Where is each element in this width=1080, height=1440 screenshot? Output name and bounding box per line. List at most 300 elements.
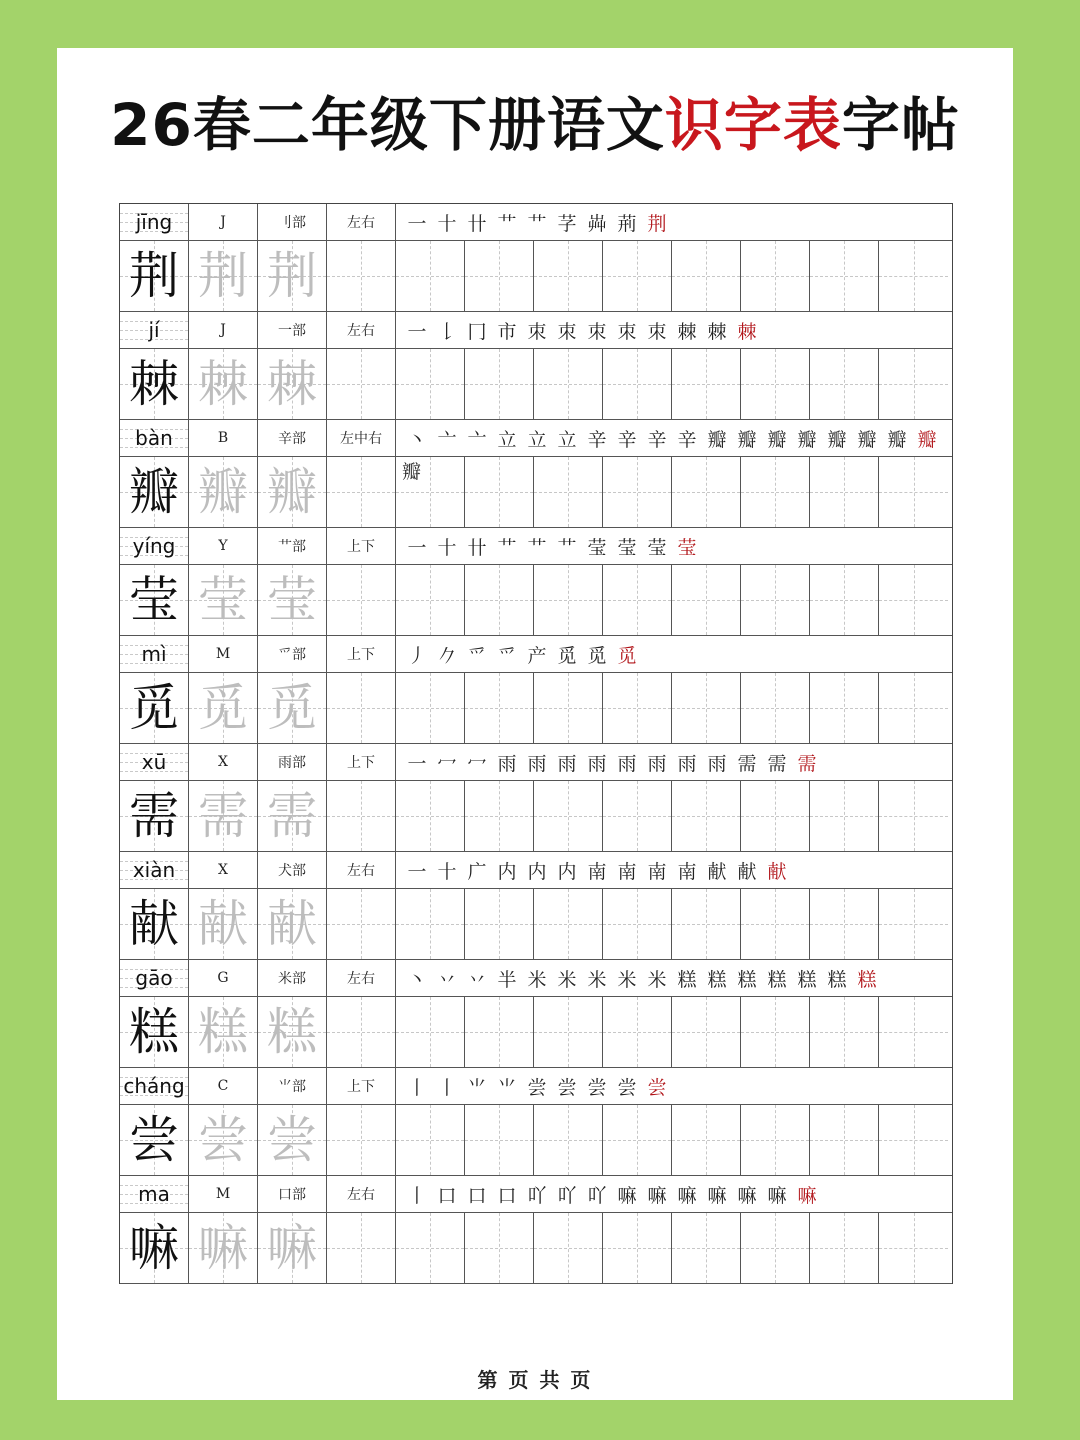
trace-character-box <box>189 673 258 743</box>
stroke-step: ⺌ <box>497 1076 517 1099</box>
trace-character-box <box>189 565 258 635</box>
stroke-step: 莹 <box>677 536 697 559</box>
blank-writing-box[interactable] <box>396 1105 465 1175</box>
blank-writing-box[interactable] <box>327 1105 396 1175</box>
stroke-step: 献 <box>737 860 757 883</box>
blank-writing-box[interactable] <box>672 673 741 743</box>
blank-writing-box[interactable] <box>396 349 465 419</box>
page-title <box>57 91 1013 159</box>
blank-writing-box[interactable] <box>465 889 534 959</box>
initial-cell: J <box>189 204 258 240</box>
structure-cell: 上下 <box>327 528 396 564</box>
blank-writing-box[interactable] <box>327 457 396 527</box>
stroke-step: 亠 <box>467 428 487 451</box>
trace-character: 糕 <box>267 1003 317 1061</box>
trace-character: 需 <box>198 787 248 845</box>
blank-writing-box[interactable] <box>327 241 396 311</box>
blank-writing-box[interactable] <box>672 349 741 419</box>
blank-writing-box[interactable] <box>534 565 603 635</box>
pinyin-cell <box>120 744 189 780</box>
writing-row <box>120 241 952 312</box>
blank-writing-box[interactable] <box>603 781 672 851</box>
structure-cell: 左中右 <box>327 420 396 456</box>
stroke-step: 南 <box>587 860 607 883</box>
stroke-step: 荆 <box>647 212 667 235</box>
stroke-step: 棘 <box>707 320 727 343</box>
stroke-step: 一 <box>407 536 427 559</box>
stroke-step: 嘛 <box>797 1184 817 1207</box>
trace-character-box <box>258 1213 327 1283</box>
stroke-step: 瓣 <box>737 428 757 451</box>
stroke-step: 觅 <box>557 644 577 667</box>
blank-writing-box[interactable] <box>810 781 879 851</box>
stroke-step: 冖 <box>467 752 487 775</box>
pinyin-text: mì <box>141 642 167 666</box>
blank-writing-box[interactable] <box>465 349 534 419</box>
blank-writing-box[interactable] <box>603 565 672 635</box>
stroke-step: 半 <box>497 968 517 991</box>
stroke-step: 南 <box>617 860 637 883</box>
blank-writing-box[interactable] <box>396 565 465 635</box>
model-character-box <box>120 1213 189 1283</box>
stroke-step: 丨 <box>407 1184 427 1207</box>
trace-character: 瓣 <box>198 463 248 521</box>
stroke-order-cell <box>396 204 952 240</box>
radical-cell: 米部 <box>258 960 327 996</box>
stroke-step: 嘛 <box>707 1184 727 1207</box>
trace-character: 瓣 <box>267 463 317 521</box>
trace-character: 需 <box>267 787 317 845</box>
stroke-step: 米 <box>557 968 577 991</box>
stroke-step: 芓 <box>557 212 577 235</box>
stroke-step: 嘛 <box>677 1184 697 1207</box>
blank-writing-box[interactable] <box>810 673 879 743</box>
stroke-step: 辛 <box>617 428 637 451</box>
stroke-step: 立 <box>497 428 517 451</box>
stroke-step: 雨 <box>527 752 547 775</box>
initial-cell: Y <box>189 528 258 564</box>
stroke-step: 米 <box>527 968 547 991</box>
initial-cell: J <box>189 312 258 348</box>
blank-writing-box[interactable] <box>534 457 603 527</box>
writing-row <box>120 1213 952 1284</box>
stroke-step: 丷 <box>467 968 487 991</box>
model-character-box <box>120 349 189 419</box>
blank-writing-box[interactable] <box>396 457 465 527</box>
trace-character-box <box>258 1105 327 1175</box>
blank-writing-box[interactable] <box>534 889 603 959</box>
initial-cell: B <box>189 420 258 456</box>
stroke-order-cell <box>396 744 952 780</box>
pinyin-cell <box>120 636 189 672</box>
stroke-step: 嘛 <box>737 1184 757 1207</box>
info-row <box>120 1176 952 1213</box>
blank-writing-box[interactable] <box>396 673 465 743</box>
writing-row <box>120 673 952 744</box>
blank-writing-box[interactable] <box>810 1105 879 1175</box>
stroke-step: 吖 <box>587 1184 607 1207</box>
stroke-step: 棘 <box>677 320 697 343</box>
blank-writing-box[interactable] <box>465 997 534 1067</box>
stroke-order-cell <box>396 312 952 348</box>
stroke-step: 艹 <box>527 212 547 235</box>
trace-character: 献 <box>267 895 317 953</box>
trace-character: 尝 <box>267 1111 317 1169</box>
blank-writing-box[interactable] <box>603 997 672 1067</box>
trace-character-box <box>258 349 327 419</box>
trace-character-box <box>189 997 258 1067</box>
model-character-box <box>120 241 189 311</box>
model-character-box <box>120 781 189 851</box>
stroke-step: 觅 <box>587 644 607 667</box>
stroke-step: 丶 <box>407 968 427 991</box>
info-row <box>120 1068 952 1105</box>
info-row <box>120 852 952 889</box>
stroke-step: 糕 <box>737 968 757 991</box>
blank-writing-box[interactable] <box>603 457 672 527</box>
blank-writing-box[interactable] <box>879 997 948 1067</box>
radical-cell: 一部 <box>258 312 327 348</box>
pinyin-text: xū <box>141 750 167 774</box>
model-character-box <box>120 997 189 1067</box>
trace-character: 嘛 <box>267 1219 317 1277</box>
stroke-step: 尝 <box>557 1076 577 1099</box>
blank-writing-box[interactable] <box>810 241 879 311</box>
trace-character-box <box>189 889 258 959</box>
pinyin-text: cháng <box>123 1074 185 1098</box>
stroke-step: 一 <box>407 860 427 883</box>
blank-writing-box[interactable] <box>603 1105 672 1175</box>
writing-row <box>120 1105 952 1176</box>
stroke-order-cell <box>396 636 952 672</box>
trace-character: 莹 <box>267 571 317 629</box>
writing-row <box>120 349 952 420</box>
structure-cell: 上下 <box>327 636 396 672</box>
trace-character-box <box>189 781 258 851</box>
stroke-step: 雨 <box>617 752 637 775</box>
stroke-step: 需 <box>737 752 757 775</box>
structure-cell: 上下 <box>327 744 396 780</box>
stroke-step: 𠄌 <box>437 320 457 343</box>
stroke-step: 辛 <box>647 428 667 451</box>
blank-writing-box[interactable] <box>465 457 534 527</box>
blank-writing-box[interactable] <box>465 673 534 743</box>
trace-character: 荆 <box>198 247 248 305</box>
radical-cell: 艹部 <box>258 528 327 564</box>
title-part-2-highlight: 识字表 <box>664 91 842 159</box>
trace-character: 糕 <box>198 1003 248 1061</box>
blank-writing-box[interactable] <box>741 889 810 959</box>
stroke-step: 立 <box>557 428 577 451</box>
stroke-step: 糕 <box>797 968 817 991</box>
stroke-step: 艹 <box>497 536 517 559</box>
trace-character-box <box>258 457 327 527</box>
model-character: 嘛 <box>129 1219 179 1277</box>
initial-cell: M <box>189 1176 258 1212</box>
writing-row <box>120 781 952 852</box>
radical-cell: 爫部 <box>258 636 327 672</box>
writing-row <box>120 457 952 528</box>
info-row <box>120 420 952 457</box>
stroke-step: 需 <box>767 752 787 775</box>
blank-writing-box[interactable] <box>603 241 672 311</box>
info-row <box>120 528 952 565</box>
pinyin-text: bàn <box>135 426 173 450</box>
stroke-step: 内 <box>557 860 577 883</box>
blank-writing-box[interactable] <box>741 1213 810 1283</box>
trace-character-box <box>189 1105 258 1175</box>
blank-writing-box[interactable] <box>603 673 672 743</box>
blank-writing-box[interactable] <box>534 1213 603 1283</box>
stroke-step: 爫 <box>467 644 487 667</box>
pinyin-cell <box>120 852 189 888</box>
blank-writing-box[interactable] <box>672 781 741 851</box>
stroke-step: 莹 <box>617 536 637 559</box>
stroke-step: 棘 <box>737 320 757 343</box>
blank-writing-box[interactable] <box>879 889 948 959</box>
structure-cell: 左右 <box>327 312 396 348</box>
model-character-box <box>120 889 189 959</box>
stroke-step: 嘛 <box>617 1184 637 1207</box>
info-row <box>120 744 952 781</box>
stroke-step: 尝 <box>617 1076 637 1099</box>
stroke-step: 瓣 <box>887 428 907 451</box>
trace-character-box <box>258 241 327 311</box>
blank-writing-box[interactable] <box>741 349 810 419</box>
trace-character: 莹 <box>198 571 248 629</box>
stroke-step: 尝 <box>647 1076 667 1099</box>
blank-writing-box[interactable] <box>879 1213 948 1283</box>
initial-cell: G <box>189 960 258 996</box>
stroke-step: 辛 <box>677 428 697 451</box>
stroke-step: 产 <box>527 644 547 667</box>
blank-writing-box[interactable] <box>534 781 603 851</box>
info-row <box>120 204 952 241</box>
stroke-step: 南 <box>677 860 697 883</box>
blank-writing-box[interactable] <box>603 349 672 419</box>
stroke-order-cell <box>396 1068 952 1104</box>
stroke-step: 爫 <box>497 644 517 667</box>
trace-character: 觅 <box>198 679 248 737</box>
blank-writing-box[interactable] <box>396 997 465 1067</box>
blank-writing-box[interactable] <box>741 457 810 527</box>
blank-writing-box[interactable] <box>465 565 534 635</box>
blank-writing-box[interactable] <box>465 1105 534 1175</box>
stroke-step: 觅 <box>617 644 637 667</box>
trace-character-box <box>258 889 327 959</box>
stroke-step: 吖 <box>557 1184 577 1207</box>
stroke-step: 辛 <box>587 428 607 451</box>
stroke-step: 丨 <box>437 1076 457 1099</box>
stroke-step: 瓣 <box>917 428 937 451</box>
blank-writing-box[interactable] <box>534 349 603 419</box>
model-character: 觅 <box>129 679 179 737</box>
trace-character-box <box>258 997 327 1067</box>
info-row <box>120 312 952 349</box>
stroke-step: 丷 <box>437 968 457 991</box>
stroke-step: 糕 <box>857 968 877 991</box>
blank-writing-box[interactable] <box>741 781 810 851</box>
blank-writing-box[interactable] <box>741 997 810 1067</box>
info-row <box>120 636 952 673</box>
blank-writing-box[interactable] <box>672 1105 741 1175</box>
blank-writing-box[interactable] <box>396 241 465 311</box>
trace-character: 棘 <box>198 355 248 413</box>
blank-writing-box[interactable] <box>396 1213 465 1283</box>
blank-writing-box[interactable] <box>465 241 534 311</box>
stroke-step: 一 <box>407 212 427 235</box>
stroke-step: 瓣 <box>707 428 727 451</box>
stroke-step: 瓣 <box>827 428 847 451</box>
model-character-box <box>120 565 189 635</box>
blank-writing-box[interactable] <box>465 1213 534 1283</box>
stroke-step: 𠂊 <box>437 644 457 667</box>
stroke-step: 亠 <box>437 428 457 451</box>
blank-writing-box[interactable] <box>879 781 948 851</box>
model-character: 莹 <box>129 571 179 629</box>
trace-character: 棘 <box>267 355 317 413</box>
stroke-step: 丶 <box>407 428 427 451</box>
initial-cell: X <box>189 852 258 888</box>
stroke-step: 吖 <box>527 1184 547 1207</box>
trace-character-box <box>258 673 327 743</box>
stroke-step: 十 <box>437 860 457 883</box>
blank-writing-box[interactable] <box>810 889 879 959</box>
blank-writing-box[interactable] <box>672 1213 741 1283</box>
blank-writing-box[interactable] <box>741 1105 810 1175</box>
blank-writing-box[interactable] <box>810 565 879 635</box>
stroke-step: 糕 <box>677 968 697 991</box>
blank-writing-box[interactable] <box>672 889 741 959</box>
blank-writing-box[interactable] <box>327 1213 396 1283</box>
pinyin-text: ma <box>138 1182 170 1206</box>
blank-writing-box[interactable] <box>879 241 948 311</box>
stroke-step: 献 <box>767 860 787 883</box>
blank-writing-box[interactable] <box>672 457 741 527</box>
blank-writing-box[interactable] <box>810 457 879 527</box>
stroke-step: 尝 <box>587 1076 607 1099</box>
model-character: 荆 <box>129 247 179 305</box>
stroke-order-cell <box>396 852 952 888</box>
blank-writing-box[interactable] <box>672 997 741 1067</box>
stroke-step: 卄 <box>467 536 487 559</box>
trace-character: 嘛 <box>198 1219 248 1277</box>
blank-writing-box[interactable] <box>396 781 465 851</box>
blank-writing-box[interactable] <box>672 565 741 635</box>
blank-writing-box[interactable] <box>327 349 396 419</box>
structure-cell: 左右 <box>327 204 396 240</box>
blank-writing-box[interactable] <box>603 1213 672 1283</box>
blank-writing-box[interactable] <box>327 997 396 1067</box>
blank-writing-box[interactable] <box>810 349 879 419</box>
stroke-step: 嘛 <box>767 1184 787 1207</box>
pinyin-text: jīng <box>135 210 173 234</box>
stroke-step: 瓣 <box>857 428 877 451</box>
blank-writing-box[interactable] <box>327 673 396 743</box>
stroke-step: 献 <box>707 860 727 883</box>
stroke-step: 丿 <box>407 644 427 667</box>
title-part-1: 26春二年级下册语文 <box>110 91 665 159</box>
stroke-order-cell <box>396 528 952 564</box>
model-character: 棘 <box>129 355 179 413</box>
radical-cell: 雨部 <box>258 744 327 780</box>
trace-character-box <box>189 457 258 527</box>
blank-writing-box[interactable] <box>879 565 948 635</box>
blank-writing-box[interactable] <box>327 781 396 851</box>
radical-cell: 刂部 <box>258 204 327 240</box>
blank-writing-box[interactable] <box>879 457 948 527</box>
worksheet-page <box>57 48 1013 1400</box>
pinyin-text: xiàn <box>132 858 176 882</box>
stroke-step: 艹 <box>557 536 577 559</box>
stroke-step: 芔 <box>587 212 607 235</box>
writing-row <box>120 889 952 960</box>
stroke-step: 莹 <box>587 536 607 559</box>
stroke-step: 朿 <box>587 320 607 343</box>
model-character-box <box>120 673 189 743</box>
blank-writing-box[interactable] <box>327 565 396 635</box>
blank-writing-box[interactable] <box>810 997 879 1067</box>
blank-writing-box[interactable] <box>741 241 810 311</box>
stroke-step: 瓣 <box>797 428 817 451</box>
stroke-step: 艹 <box>527 536 547 559</box>
title-part-3: 字帖 <box>841 91 960 159</box>
blank-writing-box[interactable] <box>879 1105 948 1175</box>
stroke-step: 南 <box>647 860 667 883</box>
blank-writing-box[interactable] <box>534 241 603 311</box>
blank-writing-box[interactable] <box>603 889 672 959</box>
stroke-step: 广 <box>467 860 487 883</box>
blank-writing-box[interactable] <box>396 889 465 959</box>
stroke-step: 米 <box>587 968 607 991</box>
trace-character-box <box>258 781 327 851</box>
stroke-step: 立 <box>527 428 547 451</box>
stroke-step: 内 <box>497 860 517 883</box>
radical-cell: 辛部 <box>258 420 327 456</box>
stroke-step: 朿 <box>527 320 547 343</box>
blank-writing-box[interactable] <box>534 673 603 743</box>
stroke-step: 雨 <box>587 752 607 775</box>
blank-writing-box[interactable] <box>534 1105 603 1175</box>
blank-writing-box[interactable] <box>879 673 948 743</box>
stroke-step: 雨 <box>647 752 667 775</box>
blank-writing-box[interactable] <box>810 1213 879 1283</box>
blank-writing-box[interactable] <box>327 889 396 959</box>
blank-writing-box[interactable] <box>879 349 948 419</box>
blank-writing-box[interactable] <box>741 565 810 635</box>
trace-character: 献 <box>198 895 248 953</box>
stroke-step: 朿 <box>647 320 667 343</box>
stroke-step: 雨 <box>557 752 577 775</box>
radical-cell: 犬部 <box>258 852 327 888</box>
trace-character-box <box>189 1213 258 1283</box>
blank-writing-box[interactable] <box>672 241 741 311</box>
initial-cell: X <box>189 744 258 780</box>
blank-writing-box[interactable] <box>465 781 534 851</box>
stroke-step: 雨 <box>707 752 727 775</box>
info-row <box>120 960 952 997</box>
stroke-step: 口 <box>497 1184 517 1207</box>
pinyin-cell <box>120 204 189 240</box>
stroke-step: 朿 <box>617 320 637 343</box>
structure-cell: 左右 <box>327 960 396 996</box>
stroke-step: 需 <box>797 752 817 775</box>
blank-writing-box[interactable] <box>534 997 603 1067</box>
model-character-box <box>120 457 189 527</box>
trace-character: 荆 <box>267 247 317 305</box>
stroke-step: 口 <box>467 1184 487 1207</box>
blank-writing-box[interactable] <box>741 673 810 743</box>
